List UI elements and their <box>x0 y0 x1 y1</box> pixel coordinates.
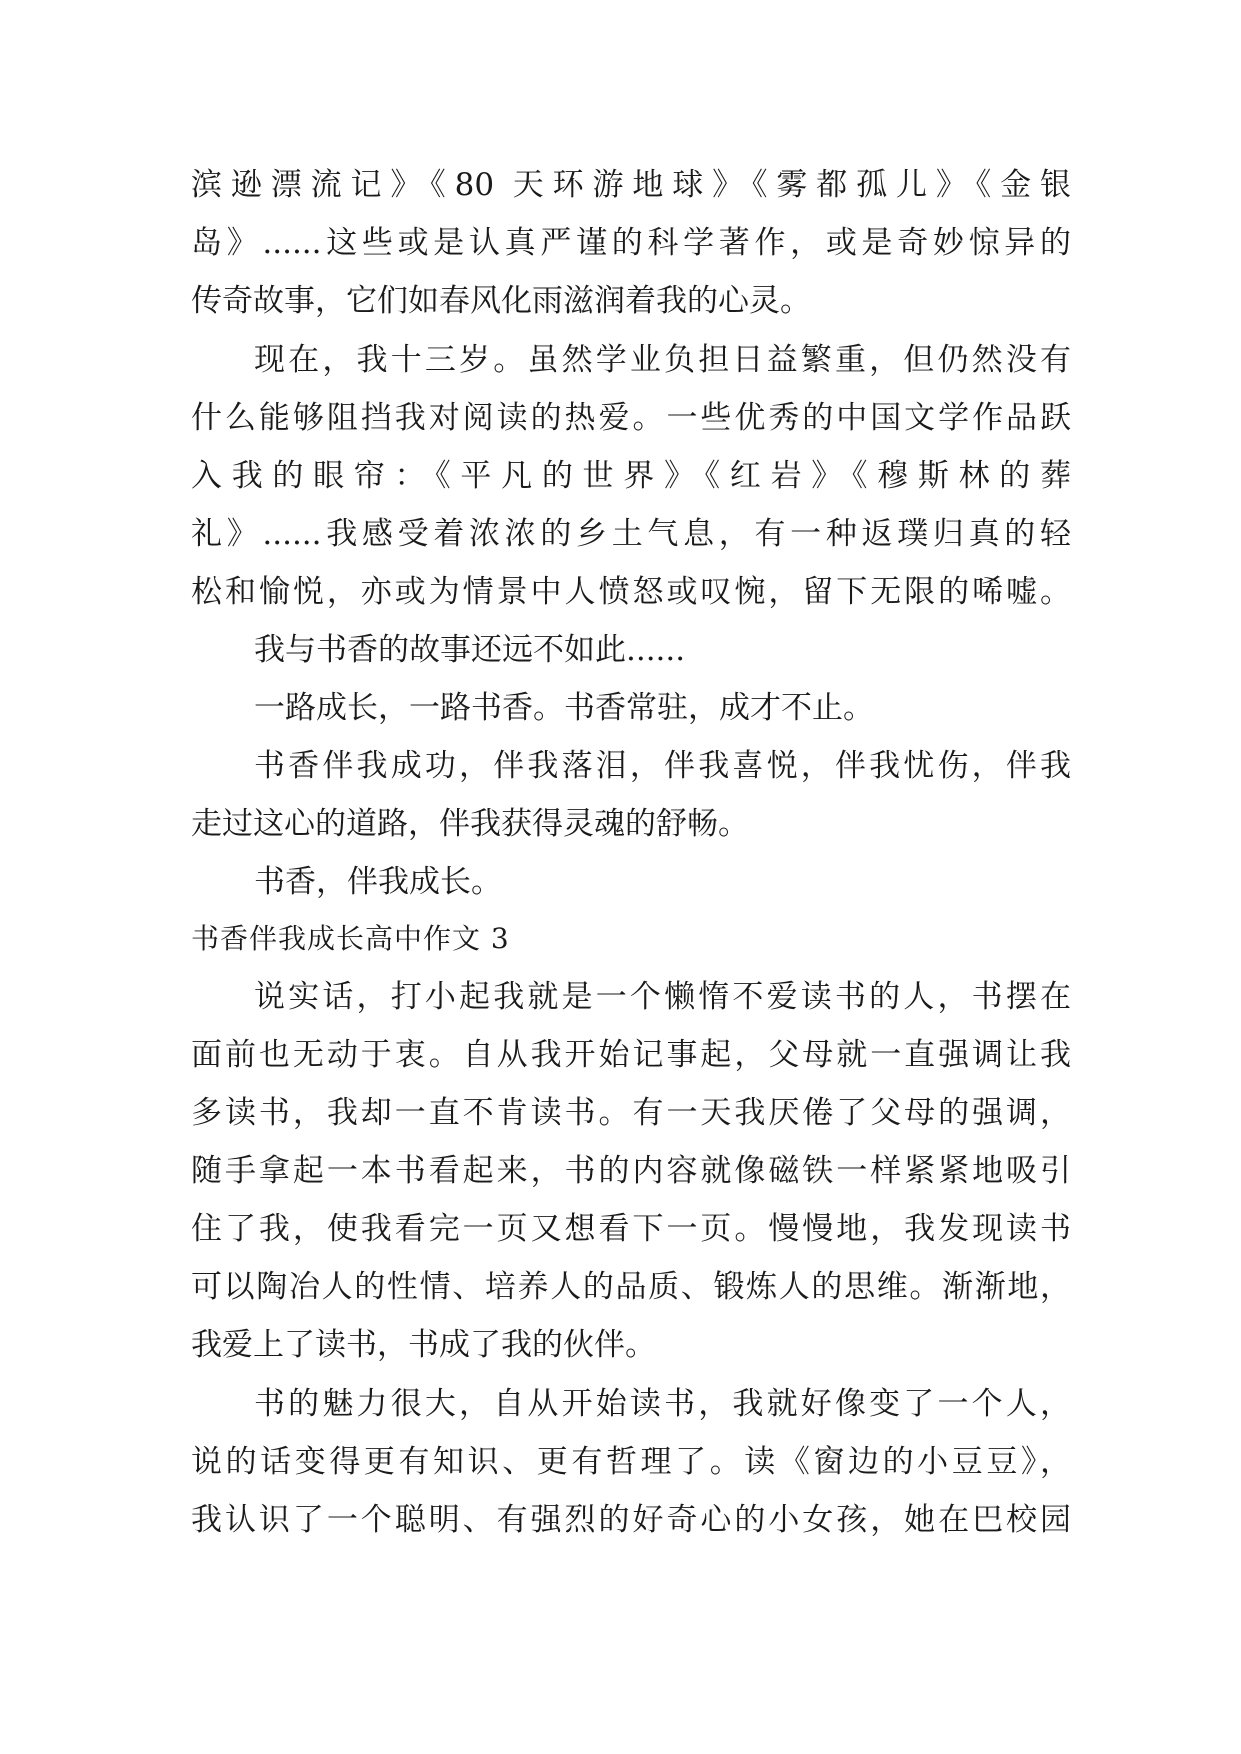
paragraph-line: 说实话，打小起我就是一个懒惰不爱读书的人，书摆在 <box>254 979 1071 1015</box>
paragraph-line: 松和愉悦，亦或为情景中人愤怒或叹惋，留下无限的唏嘘。 <box>191 574 1071 610</box>
paragraph-line: 滨逊漂流记》《80 天环游地球》《雾都孤儿》《金银 <box>191 167 1071 203</box>
paragraph-line: 我认识了一个聪明、有强烈的好奇心的小女孩，她在巴校园 <box>191 1502 1071 1538</box>
paragraph-line: 我爱上了读书，书成了我的伙伴。 <box>191 1327 656 1363</box>
paragraph-line: 住了我，使我看完一页又想看下一页。慢慢地，我发现读书 <box>191 1211 1071 1247</box>
paragraph-line: 岛》......这些或是认真严谨的科学著作，或是奇妙惊异的 <box>191 225 1071 261</box>
paragraph-line: 入我的眼帘：《平凡的世界》《红岩》《穆斯林的葬 <box>191 458 1071 494</box>
paragraph-line: 多读书，我却一直不肯读书。有一天我厌倦了父母的强调， <box>191 1095 1071 1131</box>
paragraph-line: 书的魅力很大，自从开始读书，我就好像变了一个人， <box>254 1386 1071 1422</box>
paragraph-line: 一路成长，一路书香。书香常驻，成才不止。 <box>254 690 874 726</box>
paragraph-line: 说的话变得更有知识、更有哲理了。读《窗边的小豆豆》， <box>191 1444 1071 1480</box>
paragraph-line: 传奇故事，它们如春风化雨滋润着我的心灵。 <box>191 283 811 319</box>
paragraph-line: 书香，伴我成长。 <box>254 864 502 900</box>
paragraph-line: 面前也无动于衷。自从我开始记事起，父母就一直强调让我 <box>191 1037 1071 1073</box>
paragraph-line: 随手拿起一本书看起来，书的内容就像磁铁一样紧紧地吸引 <box>191 1153 1071 1189</box>
paragraph-line: 走过这心的道路，伴我获得灵魂的舒畅。 <box>191 806 749 842</box>
paragraph-line: 我与书香的故事还远不如此...... <box>254 632 686 668</box>
paragraph-line: 可以陶冶人的性情、培养人的品质、锻炼人的思维。渐渐地， <box>191 1269 1071 1305</box>
paragraph-line: 书香伴我成功，伴我落泪，伴我喜悦，伴我忧伤，伴我 <box>254 748 1071 784</box>
paragraph-line: 现在，我十三岁。虽然学业负担日益繁重，但仍然没有 <box>254 342 1071 378</box>
paragraph-line: 礼》......我感受着浓浓的乡土气息，有一种返璞归真的轻 <box>191 516 1071 552</box>
section-heading: 书香伴我成长高中作文 3 <box>191 922 510 955</box>
paragraph-line: 什么能够阻挡我对阅读的热爱。一些优秀的中国文学作品跃 <box>191 400 1071 436</box>
